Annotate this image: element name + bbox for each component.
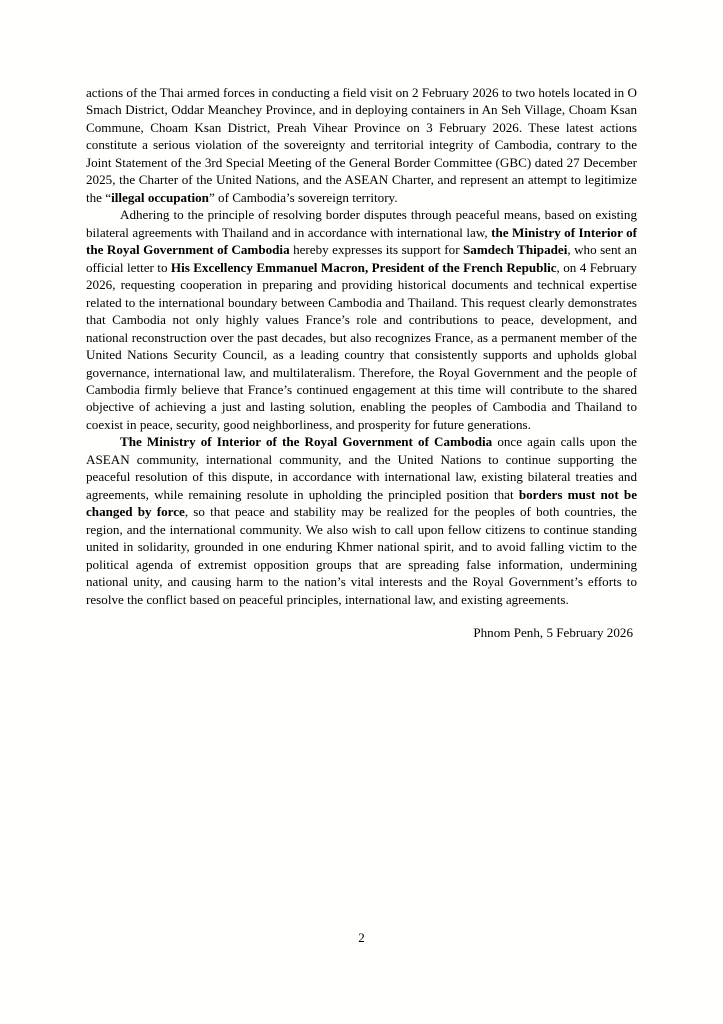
paragraph-2-run-6: His Excellency Emmanuel Macron, President of the French Republic (170, 259, 557, 275)
paragraph-3-run-4: , so that peace and stability may be realized for the peoples of both countries, the region, and the international community. We also wish to call upon fellow citizens to continue standing united in solidarity, grounded in one enduring Khmer national spirit, and to avoid falling victim to the political agenda of extremist opposition groups that are spreading false information, undermining national unity, and causing harm to the nation’s vital interests and the Royal Government’s efforts to resolve the conflict based on peaceful principles, international law, and existing agreements. (86, 504, 637, 607)
paragraph-1-run-1: actions of the Thai armed forces in conducting a field visit on 2 February 2026 to two hotels located in O Smach District, Oddar Meanchey Province, and in deploying containers in An Seh Village, Choam Ksan Commune, Choam Ksan District, Preah Vihear Province on 3 February 2026. These latest actions constitute a serious violation of the sovereignty and territorial integrity of Cambodia, contrary to the Joint Statement of the 3rd Special Meeting of the General Border Committee (GBC) dated 27 December 2025, the Charter of the United Nations, and the ASEAN Charter, and represent an attempt to legitimize the “ (86, 85, 637, 205)
document-signoff: Phnom Penh, 5 February 2026 (473, 625, 633, 641)
paragraph-2-run-4: Samdech Thipadei (463, 242, 568, 258)
paragraph-3-run-1: The Ministry of Interior of the Royal Government of Cambodia (120, 434, 493, 450)
paragraph-2-run-3: hereby expresses its support for (289, 242, 464, 258)
paragraph-3 (86, 433, 637, 608)
paragraph-2-run-2: the Ministry of Interior of the Royal Government of Cambodia (86, 224, 637, 258)
paragraph-2-run-1: Adhering to the principle of resolving border disputes through peaceful means, based on existing bilateral agreements with Thailand and in accordance with international law, (86, 207, 637, 240)
document-body (86, 84, 637, 642)
paragraph-2 (86, 206, 637, 433)
paragraph-list (86, 84, 637, 608)
paragraph-1 (86, 84, 637, 206)
paragraph-2-run-5: , who sent an official letter to (86, 242, 637, 275)
paragraph-1-run-2: illegal occupation (111, 189, 209, 205)
paragraph-3-run-3: borders must not be changed by force (86, 486, 638, 520)
page-number: 2 (358, 930, 365, 945)
paragraph-1-run-3: ” of Cambodia’s sovereign territory. (208, 189, 398, 205)
paragraph-2-run-7: , on 4 February 2026, requesting cooperation in preparing and providing historical documents and technical expertise related to the international boundary between Cambodia and Thailand. This request clearly demonstrates that Cambodia not only highly values France’s role and contributions to peace, development, and national reconstruction over the past decades, but also recognizes France, as a permanent member of the United Nations Security Council, as a leading country that consistently supports and upholds global governance, international law, and multilateralism. Therefore, the Royal Government and the people of Cambodia firmly believe that France’s continued engagement at this time will contribute to the shared objective of achieving a just and lasting solution, enabling the peoples of Cambodia and Thailand to coexist in peace, security, good neighborliness, and prosperity for future generations. (86, 259, 637, 432)
paragraph-3-run-2: once again calls upon the ASEAN community, international community, and the United Nations to continue supporting the peaceful resolution of this dispute, in accordance with international law, existing bilateral treaties and agreements, while remaining resolute in upholding the principled position that (86, 434, 637, 502)
